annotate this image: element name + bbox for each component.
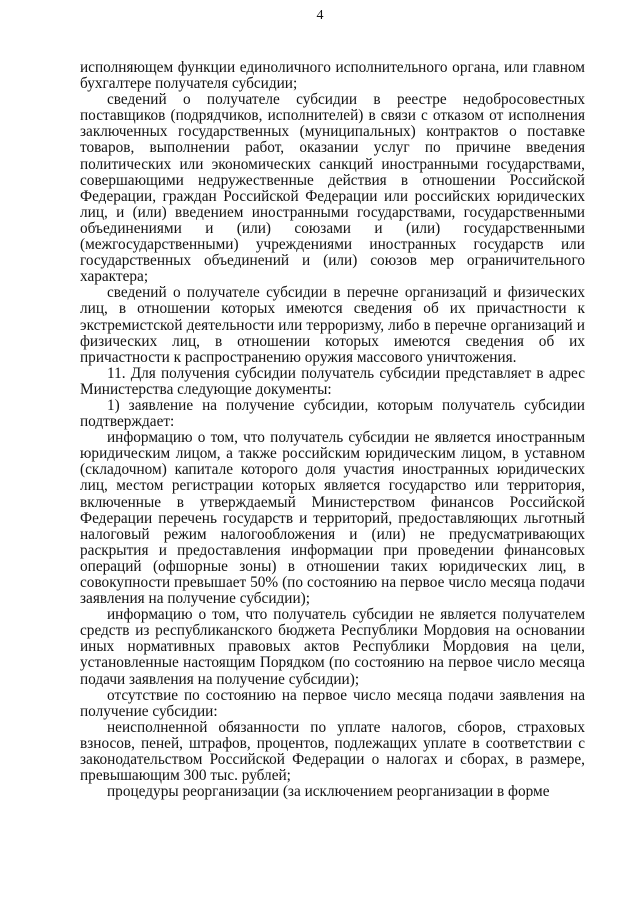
document-body	[80, 60, 585, 800]
paragraph: 11. Для получения субсидии получатель субсидии представляет в адрес Министерства следующие документы:	[80, 364, 585, 398]
paragraph: информацию о том, что получатель субсидии не является получателем средств из республиканского бюджета Республики Мордовия на основании иных нормативных правовых актов Республики Мордовия на цели, установленные настоящим Порядком (по состоянию на первое число месяца подачи заявления на получение субсидии);	[80, 606, 585, 688]
paragraph: отсутствие по состоянию на первое число месяца подачи заявления на получение субсидии:	[80, 686, 585, 720]
paragraph: неисполненной обязанности по уплате налогов, сборов, страховых взносов, пеней, штрафов, процентов, подлежащих уплате в соответствии с законодательством Российской Федерации о налогах и сборах, в размере, превышающим 300 тыс. рублей;	[80, 718, 585, 785]
paragraph: сведений о получателе субсидии в реестре недобросовестных поставщиков (подрядчиков, исполнителей) в связи с отказом от исполнения заключенных государственных (муниципальных) контрактов о поставке товаров, выполнении работ, оказании услуг по причине введения политических или экономических санкций иностранными государствами, совершающими недружественные действия в отношении Российской Федерации, граждан Российской Федерации или российских юридических лиц, и (или) введением иностранными государствами, государственными объединениями и (или) союзами и (или) государственными (межгосударственными) учреждениями иностранных государств или государственных объединений и (или) союзов мер ограничительного характера;	[80, 91, 585, 286]
page-number: 4	[316, 8, 324, 23]
paragraph: информацию о том, что получатель субсидии не является иностранным юридическим лицом, а также российским юридическим лицом, в уставном (складочном) капитале которого доля участия иностранных юридических лиц, местом регистрации которых является государство или территория, включенные в утверждаемый Министерством финансов Российской Федерации перечень государств и территорий, предоставляющих льготный налоговый режим налогообложения и (или) не предусматривающих раскрытия и предоставления информации при проведении финансовых операций (офшорные зоны) в отношении таких юридических лиц, в совокупности превышает 50% (по состоянию на первое число месяца подачи заявления на получение субсидии);	[80, 429, 585, 608]
paragraph: 1) заявление на получение субсидии, которым получатель субсидии подтверждает:	[80, 396, 585, 431]
paragraph: процедуры реорганизации (за исключением реорганизации в форме	[107, 783, 550, 801]
paragraph: исполняющем функции единоличного исполнительного органа, или главном бухгалтере получателя субсидии;	[80, 59, 585, 93]
paragraph: сведений о получателе субсидии в перечне организаций и физических лиц, в отношении которых имеются сведения об их причастности к экстремистской деятельности или терроризму, либо в перечне организаций и физических лиц, в отношении которых имеются сведения об их причастности к распространению оружия массового уничтожения.	[80, 284, 585, 366]
